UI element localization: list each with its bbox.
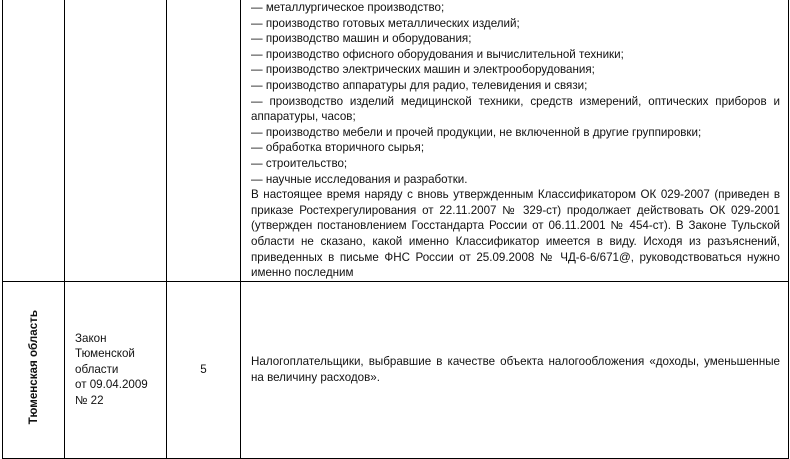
activity-item: — производство готовых металлических изделий; [251,16,520,30]
law-cell [65,281,167,458]
tax-rate-cell: 5 [167,281,241,458]
classifier-note: В настоящее время наряду с вновь утвержденным Классификатором ОК 029-2007 (приведен в приказе Ростехрегулирования от 22.11.2007 № 329-ст) продолжает действовать ОК 029-2001 (утвержден постановлением Госстандарта России от 06.11.2001 № 454-ст). В Законе Тульской области не сказано, какой именно Классификатор имеется в виду. Исходя из разъяснений, приведенных в письме ФНС России от 25.09.2008 № ЧД-6-6/671@, руководствоваться нужно именно последним [251,188,780,280]
activity-item: — производство офисного оборудования и вычислительной техники; [251,47,624,61]
activity-item: — производство мебели и прочей продукции, не включенной в другие группировки; [251,125,702,139]
activity-item: — производство аппаратуры для радио, телевидения и связи; [251,78,588,92]
law-line: № 22 [75,394,104,408]
table-row-tula-continued [3,0,789,281]
region-cell [3,281,65,458]
region-cell-empty [3,0,65,281]
activity-item: — обработка вторичного сырья; [251,141,425,155]
table-row-tyumen [3,281,789,458]
activity-item: — научные исследования и разработки. [251,172,468,186]
law-line: Тюменской [75,347,135,361]
law-cell-empty [65,0,167,281]
activity-item: — металлургическое производство; [251,1,445,14]
taxpayers-description-cell: Налогоплательщики, выбравшие в качестве объекта налогообложения «доходы, уменьшенные на величину расходов». [241,281,789,458]
activity-item-medical: — производство изделий медицинской техники, средств измерений, оптических приборов и аппаратуры, часов; [251,94,780,124]
tax-rates-table [2,0,789,459]
rate-cell-empty [167,0,241,281]
activity-item: — производство электрических машин и электрооборудования; [251,63,595,77]
law-line: области [75,362,119,376]
law-line: от 09.04.2009 [75,378,148,392]
activities-description-cell [241,0,789,281]
region-name: Тюменская область [27,309,40,425]
activity-item: — производство машин и оборудования; [251,32,472,46]
activity-item: — строительство; [251,156,348,170]
law-line: Закон [75,331,107,345]
